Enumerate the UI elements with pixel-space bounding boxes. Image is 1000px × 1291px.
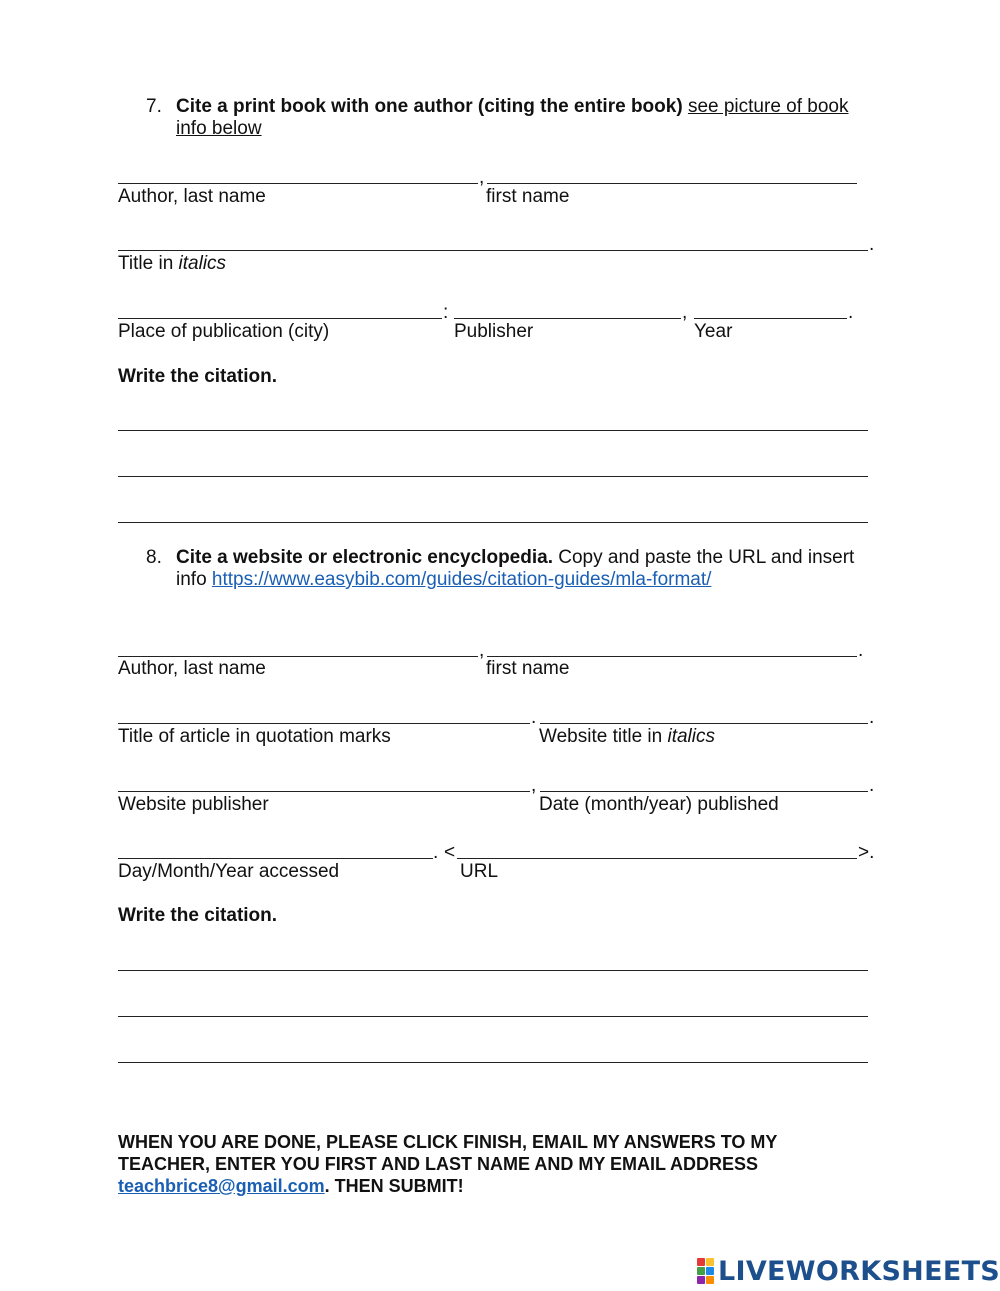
q7-publisher-label: Publisher bbox=[454, 321, 534, 342]
q8-info-line: info https://www.easybib.com/guides/citation-guides/mla-format/ bbox=[176, 569, 712, 590]
q8-heading bbox=[176, 547, 854, 569]
q8-website-publisher-label: Website publisher bbox=[118, 794, 269, 815]
q8-title: Cite a website or electronic encyclopedia. bbox=[176, 547, 553, 568]
q8-author-last-blank[interactable] bbox=[118, 656, 478, 657]
q8-url-lt: < bbox=[444, 842, 456, 863]
q7-write-citation: Write the citation. bbox=[118, 366, 278, 387]
q8-accessed-label: Day/Month/Year accessed bbox=[118, 861, 340, 882]
q8-article-title-label: Title of article in quotation marks bbox=[118, 726, 391, 747]
q8-publisher-comma: , bbox=[531, 775, 537, 796]
q8-accessed-blank[interactable] bbox=[118, 858, 433, 859]
q8-author-period: . bbox=[858, 640, 864, 661]
q7-author-comma: , bbox=[479, 167, 485, 188]
q7-heading bbox=[176, 96, 849, 118]
q7-number: 7. bbox=[146, 96, 162, 117]
footer-line-2: TEACHER, ENTER YOU FIRST AND LAST NAME AND MY EMAIL ADDRESS bbox=[118, 1154, 759, 1174]
q8-website-publisher-blank[interactable] bbox=[118, 791, 530, 792]
q7-note-line2: info below bbox=[176, 118, 262, 139]
q7-title-period: . bbox=[869, 234, 875, 255]
q7-publisher-comma: , bbox=[682, 302, 688, 323]
q7-title-blank[interactable] bbox=[118, 250, 868, 251]
q8-website-title-period: . bbox=[869, 707, 875, 728]
q8-author-first-blank[interactable] bbox=[487, 656, 857, 657]
q8-citation-line-2[interactable] bbox=[118, 1016, 868, 1017]
q8-website-title-blank[interactable] bbox=[540, 723, 868, 724]
q7-author-first-blank[interactable] bbox=[487, 183, 857, 184]
q7-title-label: Title in italics bbox=[118, 253, 227, 274]
q8-author-comma: , bbox=[479, 640, 485, 661]
q7-place-colon: : bbox=[443, 302, 449, 323]
liveworksheets-logo bbox=[697, 1256, 1000, 1286]
q7-note-line1: see picture of book bbox=[687, 96, 849, 117]
q7-author-last-label: Author, last name bbox=[118, 186, 266, 207]
q7-citation-line-2[interactable] bbox=[118, 476, 868, 477]
q8-url-link[interactable]: https://www.easybib.com/guides/citation-guides/mla-format/ bbox=[211, 569, 712, 590]
footer-line-1: WHEN YOU ARE DONE, PLEASE CLICK FINISH, EMAIL MY ANSWERS TO MY bbox=[118, 1132, 778, 1152]
q8-write-citation: Write the citation. bbox=[118, 905, 278, 926]
q8-author-last-label: Author, last name bbox=[118, 658, 266, 679]
q8-citation-line-1[interactable] bbox=[118, 970, 868, 971]
q7-year-blank[interactable] bbox=[694, 318, 847, 319]
liveworksheets-brand-name: LIVEWORKSHEETS bbox=[718, 1255, 1000, 1287]
q7-year-period: . bbox=[848, 302, 854, 323]
q8-website-title-label: Website title in italics bbox=[539, 726, 715, 747]
q8-article-title-blank[interactable] bbox=[118, 723, 530, 724]
q8-date-period: . bbox=[869, 775, 875, 796]
q8-url-blank[interactable] bbox=[457, 858, 857, 859]
liveworksheets-logo-icon bbox=[697, 1258, 714, 1284]
q8-url-gt: >. bbox=[858, 842, 875, 863]
q7-citation-line-3[interactable] bbox=[118, 522, 868, 523]
footer-line-3: teachbrice8@gmail.com. THEN SUBMIT! bbox=[118, 1176, 464, 1196]
q8-url-label: URL bbox=[460, 861, 499, 882]
q7-place-blank[interactable] bbox=[118, 318, 442, 319]
q8-date-published-blank[interactable] bbox=[540, 791, 868, 792]
q8-number: 8. bbox=[146, 547, 162, 568]
q8-first-name-label: first name bbox=[486, 658, 570, 679]
q7-citation-line-1[interactable] bbox=[118, 430, 868, 431]
q8-article-period: . bbox=[531, 707, 537, 728]
q8-date-published-label: Date (month/year) published bbox=[539, 794, 779, 815]
q8-accessed-period: . bbox=[433, 842, 439, 863]
q8-citation-line-3[interactable] bbox=[118, 1062, 868, 1063]
q7-publisher-blank[interactable] bbox=[454, 318, 681, 319]
q7-author-last-blank[interactable] bbox=[118, 183, 478, 184]
q8-instruction: Copy and paste the URL and insert bbox=[552, 547, 855, 568]
q7-first-name-label: first name bbox=[486, 186, 570, 207]
q7-year-label: Year bbox=[694, 321, 733, 342]
q7-place-label: Place of publication (city) bbox=[118, 321, 330, 342]
teacher-email-link[interactable]: teachbrice8@gmail.com bbox=[118, 1176, 325, 1196]
q7-title: Cite a print book with one author (citing the entire book) bbox=[176, 96, 683, 117]
